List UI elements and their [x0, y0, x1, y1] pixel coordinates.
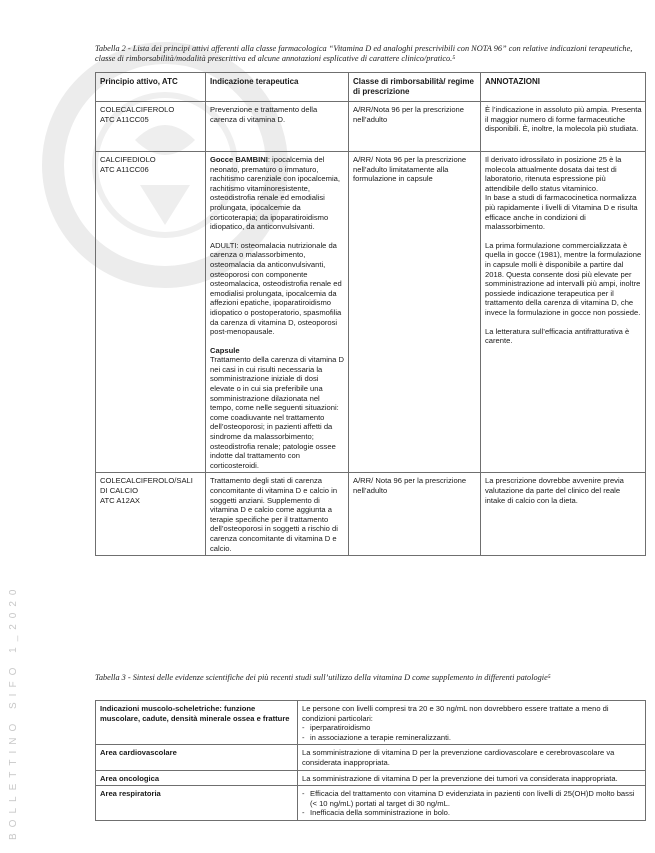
note-paragraph: La prima formulazione commercializzata è quella in gocce (1981), mentre la formulazione in capsule molli è disponibile a partire dal 2018. Questa consente dosi più elevate per somministrazione ad intervalli più ampi, inoltre possiede indicazione terapeutica per il trattamento della carenza di vitamina D, che invece la formulazione in gocce non possiede. — [485, 240, 642, 317]
evidence-cell — [298, 701, 646, 745]
evidence-cell: La somministrazione di vitamina D per la prevenzione cardiovascolare e cerebrovascolare va considerata inappropriata. — [298, 745, 646, 770]
principle-cell: COLECALCIFEROLO ATC A11CC05 — [96, 102, 206, 152]
table-row — [96, 473, 646, 556]
table-row — [96, 770, 646, 786]
evidence-cell: La somministrazione di vitamina D per la prevenzione dei tumori va considerata inappropriata. — [298, 770, 646, 786]
classe-cell: A/RR/Nota 96 per la prescrizione nell’adulto — [349, 102, 481, 152]
notes-cell: La prescrizione dovrebbe avvenire previa valutazione da parte del clinico del reale intake di calcio con la dieta. — [481, 473, 646, 556]
evidence-list — [302, 789, 641, 818]
classe-cell: A/RR/ Nota 96 per la prescrizione nell’adulto — [349, 473, 481, 556]
principle-cell: CALCIFEDIOLO ATC A11CC06 — [96, 152, 206, 473]
capsule-title: Capsule — [210, 345, 240, 355]
indication-cell: Trattamento degli stati di carenza concomitante di vitamina D e calcio in soggetti anziani. Supplemento di vitamina D e calcio come aggiunta a terapie specifiche per il trattamento dell’osteoporosi in soggetti a rischio di carenza concomitante di vitamina D e calcio. — [206, 473, 349, 556]
principle-cell: COLECALCIFEROLO/SALI DI CALCIO ATC A12AX — [96, 473, 206, 556]
capsule-text: Trattamento della carenza di vitamina D nei casi in cui risulti necessaria la somministrazione iniziale di dosi elevate o in cui sia preferibile una somministrazione dilazionata nel tempo, come nelle seguenti situazioni: come coadiuvante nel trattamento dell’osteoporosi; in pazienti affetti da sindrome da malassorbimento; osteodistrofia renale; patologie ossee indotte dal trattamento con corticosteroidi. — [210, 355, 344, 470]
note-paragraph: In base a studi di farmacocinetica normalizza più rapidamente i livelli di Vitamina D e risulta efficace anche in condizioni di malassorbimento. — [485, 193, 638, 232]
indication-cell: Prevenzione e trattamento della carenza di vitamina D. — [206, 102, 349, 152]
sidebar-journal-label: BOLLETTINO SIFO 1_2020 — [8, 583, 19, 840]
gocce-paragraph — [210, 155, 345, 232]
notes-cell: È l’indicazione in assoluto più ampia. Presenta il maggior numero di forme farmaceutiche disponibili. È, inoltre, la molecola più studiata. — [481, 102, 646, 152]
list-item: - Efficacia del trattamento con vitamina D evidenziata in pazienti con livelli di 25(OH)D molto bassi (< 10 ng/mL) portati al target di 30 ng/mL. — [302, 789, 641, 808]
table3-caption: Tabella 3 - Sintesi delle evidenze scientifiche dei più recenti studi sull’utilizzo della vitamina D come supplemento in differenti patologie⁵ — [95, 673, 551, 682]
evidence-list — [302, 723, 641, 742]
column-header: Indicazione terapeutica — [206, 73, 349, 102]
area-cell: Indicazioni muscolo-scheletriche: funzione muscolare, cadute, densità minerale ossea e fratture — [96, 701, 298, 745]
adulti-paragraph: ADULTI: osteomalacia nutrizionale da carenza o malassorbimento, osteomalacia da anticonvulsivanti, osteoporosi con componente osteomalacica, osteodistrofia renale ed emodialisi prolungata, ipocalcemia da affezioni epatiche, ipoparatiroidismo idiopatico o postoperatorio, spasmofilia da carenza di vitamina D, osteoporosi post-menopausale. — [210, 240, 342, 337]
gocce-text: : ipocalcemia del neonato, prematuro o immaturo, rachitismo carenziale con ipocalcemia, rachitismo vitaminoresistente, osteodistrofia renale ed emodialisi prolungata, ipocalcemie da corticoterapia; da ipoparatiroidismo idiopatico, da anticonvulsivanti. — [210, 155, 340, 232]
column-header: Principio attivo, ATC — [96, 73, 206, 102]
table2-header-row — [96, 73, 646, 102]
table3 — [95, 700, 646, 821]
table-row — [96, 152, 646, 473]
table2 — [95, 72, 646, 556]
column-header: ANNOTAZIONI — [481, 73, 646, 102]
table-row — [96, 102, 646, 152]
notes-cell — [481, 152, 646, 473]
table-row — [96, 786, 646, 821]
list-item: - iperparatiroidismo — [302, 723, 641, 733]
column-header: Classe di rimborsabilità/ regime di prescrizione — [349, 73, 481, 102]
indication-cell — [206, 152, 349, 473]
evidence-cell — [298, 786, 646, 821]
list-item: - Inefficacia della somministrazione in bolo. — [302, 808, 641, 818]
gocce-title: Gocce BAMBINI — [210, 155, 268, 164]
note-paragraph: La letteratura sull’efficacia antifratturativa è carente. — [485, 326, 630, 346]
list-item: - in associazione a terapie remineralizzanti. — [302, 733, 641, 743]
note-paragraph: Il derivato idrossilato in posizione 25 è la molecola attualmente dosata dai test di laboratorio, ritenuta espressione più attendibile dello status vitaminico. — [485, 155, 622, 193]
classe-cell: A/RR/ Nota 96 per la prescrizione nell’adulto limitatamente alla formulazione in capsule — [349, 152, 481, 473]
evidence-text: Le persone con livelli compresi tra 20 e 30 ng/mL non dovrebbero essere trattate a meno di condizioni particolari: — [302, 704, 609, 723]
table-row — [96, 701, 646, 745]
table-row — [96, 745, 646, 770]
area-cell: Area respiratoria — [96, 786, 298, 821]
table2-caption: Tabella 2 - Lista dei principi attivi afferenti alla classe farmacologica “Vitamina D ed analoghi prescrivibili con NOTA 96” con relative indicazioni terapeutiche, classe di rimborsabilità/modalità prescrittiva ed alcune annotazioni esplicative di carattere clinico/pratico.⁵ — [95, 44, 633, 63]
area-cell: Area cardiovascolare — [96, 745, 298, 770]
area-cell: Area oncologica — [96, 770, 298, 786]
